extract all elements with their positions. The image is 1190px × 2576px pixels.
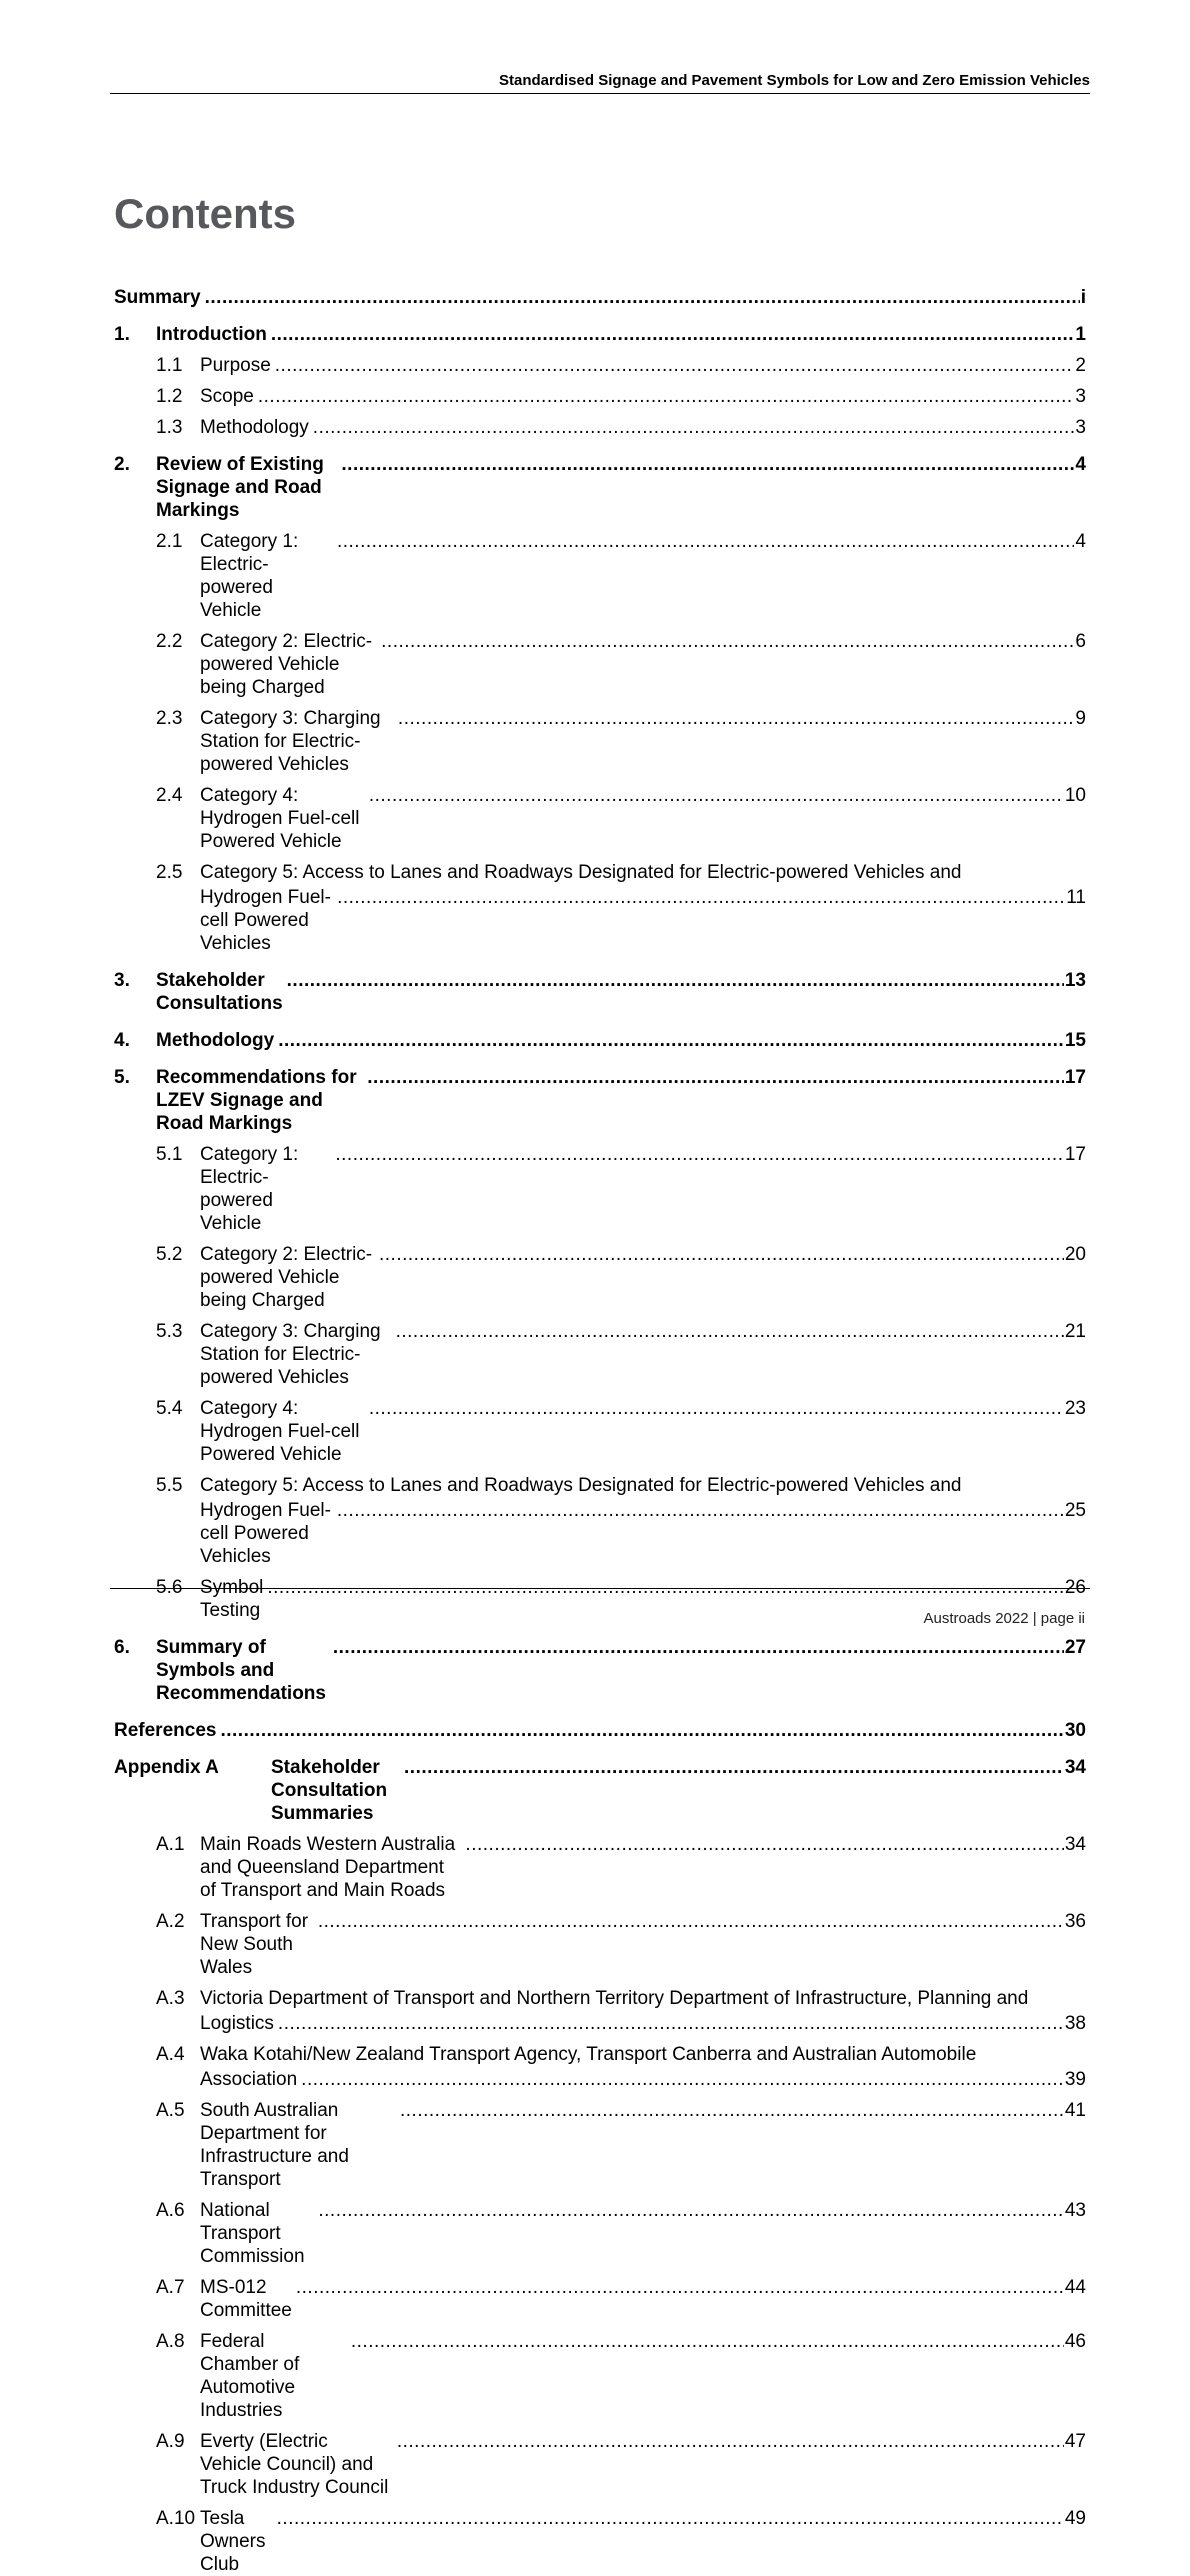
- toc-section-number: 2.1: [156, 531, 183, 552]
- toc-entry-review[interactable]: [114, 453, 1086, 522]
- toc-page-number: 4: [1075, 454, 1086, 475]
- toc-page-number: 2: [1075, 355, 1086, 376]
- toc-entry-methodology-1-3[interactable]: [114, 416, 1086, 439]
- toc-entry-2-5[interactable]: [114, 861, 1086, 955]
- toc-entry-title: Category 5: Access to Lanes and Roadways Designated for Electric-powered Vehicles and: [200, 862, 962, 883]
- toc-page-number: 36: [1064, 1911, 1086, 1932]
- toc-section-number: 2.2: [156, 631, 183, 652]
- toc-entry-title: Category 5: Access to Lanes and Roadways Designated for Electric-powered Vehicles and: [200, 1475, 962, 1496]
- page-title: Contents: [114, 190, 296, 237]
- dot-leader: [396, 1320, 1064, 1343]
- dot-leader: [318, 2199, 1064, 2222]
- toc-page-number: 34: [1064, 1834, 1086, 1855]
- toc-entry-title-continued: Hydrogen Fuel-cell Powered Vehicles: [200, 887, 331, 954]
- toc-entry-5-3[interactable]: [114, 1320, 1086, 1389]
- toc-page-number: 20: [1064, 1244, 1086, 1265]
- toc-section-number: 1.2: [156, 386, 183, 407]
- footer-divider: [110, 1588, 1090, 1589]
- toc-section-number: A.10: [156, 2508, 196, 2529]
- toc-section-number: 6.: [114, 1637, 130, 1658]
- dot-leader: [278, 1029, 1064, 1052]
- toc-entry-a-3[interactable]: [114, 1987, 1086, 2035]
- running-header: Standardised Signage and Pavement Symbols for Low and Zero Emission Vehicles: [110, 72, 1090, 94]
- toc-entry-title: Category 3: Charging Station for Electric-powered Vehicles: [200, 1321, 381, 1388]
- dot-leader: [337, 886, 1065, 909]
- dot-leader: [275, 354, 1075, 377]
- toc-entry-2-1[interactable]: [114, 530, 1086, 622]
- dot-leader: [301, 2068, 1064, 2091]
- dot-leader: [271, 323, 1075, 346]
- dot-leader: [465, 1833, 1063, 1856]
- toc-entry-2-4[interactable]: [114, 784, 1086, 853]
- toc-page-number: 23: [1064, 1398, 1086, 1419]
- toc-entry-a-6[interactable]: [114, 2199, 1086, 2268]
- toc-page-number: 39: [1064, 2069, 1086, 2090]
- toc-page-number: 17: [1064, 1067, 1086, 1088]
- toc-entry-title: Scope: [200, 386, 254, 407]
- toc-entry-title: Federal Chamber of Automotive Industries: [200, 2331, 300, 2421]
- toc-entry-purpose[interactable]: [114, 354, 1086, 377]
- dot-leader: [220, 1719, 1063, 1742]
- toc-page-number: 6: [1075, 631, 1086, 652]
- dot-leader: [318, 1910, 1064, 1933]
- toc-entry-title: Methodology: [156, 1030, 275, 1051]
- dot-leader: [381, 630, 1074, 653]
- dot-leader: [205, 286, 1080, 309]
- toc-entry-title: Summary: [114, 287, 201, 308]
- toc-entry-a-8[interactable]: [114, 2330, 1086, 2422]
- dot-leader: [367, 1066, 1064, 1089]
- toc-entry-a-5[interactable]: [114, 2099, 1086, 2191]
- toc-entry-title: Symbol Testing: [200, 1577, 264, 1621]
- toc-section-number: 1.1: [156, 355, 183, 376]
- toc-entry-title: References: [114, 1720, 217, 1741]
- dot-leader: [337, 530, 1074, 553]
- dot-leader: [379, 1243, 1064, 1266]
- toc-entry-a-1[interactable]: [114, 1833, 1086, 1902]
- toc-entry-title: Category 4: Hydrogen Fuel-cell Powered Vehicle: [200, 1398, 360, 1465]
- dot-leader: [258, 385, 1075, 408]
- toc-page-number: 1: [1075, 324, 1086, 345]
- toc-entry-title: Category 3: Charging Station for Electric-powered Vehicles: [200, 708, 381, 775]
- toc-page-number: 38: [1064, 2013, 1086, 2034]
- toc-entry-title-continued: Logistics: [200, 2013, 274, 2034]
- toc-entry-a-10[interactable]: [114, 2507, 1086, 2576]
- toc-page-number: 13: [1064, 970, 1086, 991]
- toc-entry-2-2[interactable]: [114, 630, 1086, 699]
- toc-entry-title: Victoria Department of Transport and Northern Territory Department of Infrastructure, Planning and: [200, 1988, 1029, 2009]
- toc-page-number: 15: [1064, 1030, 1086, 1051]
- toc-section-number: 5.2: [156, 1244, 183, 1265]
- toc-page-number: 41: [1064, 2100, 1086, 2121]
- dot-leader: [404, 1756, 1064, 1779]
- toc-entry-summary-of-symbols[interactable]: [114, 1636, 1086, 1705]
- toc-entry-5-2[interactable]: [114, 1243, 1086, 1312]
- toc-page-number: 9: [1075, 708, 1086, 729]
- toc-page-number: 26: [1064, 1577, 1086, 1598]
- toc-entry-title: Waka Kotahi/New Zealand Transport Agency, Transport Canberra and Australian Automobile: [200, 2044, 977, 2065]
- toc-section-number: A.1: [156, 1834, 185, 1855]
- dot-leader: [313, 416, 1075, 439]
- toc-page-number: 17: [1064, 1144, 1086, 1165]
- toc-section-number: A.8: [156, 2331, 185, 2352]
- toc-page-number: i: [1080, 287, 1086, 308]
- toc-entry-title: Summary of Symbols and Recommendations: [156, 1637, 326, 1704]
- dot-leader: [400, 2099, 1064, 2122]
- toc-entry-references[interactable]: [114, 1719, 1086, 1742]
- dot-leader: [277, 2507, 1064, 2530]
- dot-leader: [287, 969, 1064, 992]
- toc-page-number: 46: [1064, 2331, 1086, 2352]
- toc-section-number: A.9: [156, 2431, 185, 2452]
- toc-entry-title: Category 1: Electric-powered Vehicle: [200, 1144, 299, 1234]
- toc-section-number: 2.: [114, 454, 130, 475]
- toc-entry-introduction[interactable]: [114, 323, 1086, 346]
- dot-leader: [351, 2330, 1064, 2353]
- toc-entry-methodology[interactable]: [114, 1029, 1086, 1052]
- toc-section-number: 5.5: [156, 1475, 183, 1496]
- toc-page-number: 25: [1064, 1500, 1086, 1521]
- toc-entry-title: South Australian Department for Infrastructure and Transport: [200, 2100, 349, 2190]
- toc-entry-title: Introduction: [156, 324, 267, 345]
- toc-entry-5-1[interactable]: [114, 1143, 1086, 1235]
- dot-leader: [398, 707, 1075, 730]
- toc-entry-title: Category 4: Hydrogen Fuel-cell Powered Vehicle: [200, 785, 360, 852]
- toc-entry-a-4[interactable]: [114, 2043, 1086, 2091]
- toc-entry-5-5[interactable]: [114, 1474, 1086, 1568]
- toc-entry-title: Stakeholder Consultations: [156, 970, 283, 1014]
- page-footer: Austroads 2022 | page ii: [923, 1610, 1085, 1627]
- toc-page-number: 43: [1064, 2200, 1086, 2221]
- toc-entry-title: Category 2: Electric-powered Vehicle being Charged: [200, 1244, 373, 1311]
- toc-page-number: 49: [1064, 2508, 1086, 2529]
- toc-section-number: A.6: [156, 2200, 185, 2221]
- toc-entry-title: Review of Existing Signage and Road Markings: [156, 454, 324, 521]
- toc-entry-title: Transport for New South Wales: [200, 1911, 309, 1978]
- dot-leader: [369, 1397, 1064, 1420]
- toc-entry-appendix-a[interactable]: [114, 1756, 1086, 1825]
- toc-page-number: 34: [1064, 1757, 1086, 1778]
- toc-page-number: 11: [1066, 887, 1086, 908]
- toc-section-number: A.7: [156, 2277, 185, 2298]
- toc-entry-a-9[interactable]: [114, 2430, 1086, 2499]
- toc-entry-title: Category 2: Electric-powered Vehicle being Charged: [200, 631, 373, 698]
- toc-entry-5-4[interactable]: [114, 1397, 1086, 1466]
- toc-entry-title: Purpose: [200, 355, 271, 376]
- toc-entry-2-3[interactable]: [114, 707, 1086, 776]
- toc-section-number: 1.3: [156, 417, 183, 438]
- toc-section-number: A.4: [156, 2044, 185, 2065]
- toc-entry-title: Category 1: Electric-powered Vehicle: [200, 531, 299, 621]
- toc-page-number: 10: [1064, 785, 1086, 806]
- toc-section-number: 5.3: [156, 1321, 183, 1342]
- toc-entry-title: Main Roads Western Australia and Queensland Department of Transport and Main Roads: [200, 1834, 456, 1901]
- toc-section-number: 2.3: [156, 708, 183, 729]
- toc-entry-title: MS-012 Committee: [200, 2277, 292, 2321]
- toc-page-number: 47: [1064, 2431, 1086, 2452]
- toc-page-number: 30: [1064, 1720, 1086, 1741]
- toc-page-number: 21: [1064, 1321, 1086, 1342]
- toc-page-number: 27: [1064, 1637, 1086, 1658]
- toc-entry-title: National Transport Commission: [200, 2200, 305, 2267]
- toc-page-number: 44: [1064, 2277, 1086, 2298]
- toc-entry-a-7[interactable]: [114, 2276, 1086, 2322]
- dot-leader: [369, 784, 1064, 807]
- dot-leader: [337, 1499, 1064, 1522]
- toc-entry-stakeholder-consultations[interactable]: [114, 969, 1086, 1015]
- toc-section-number: 5.1: [156, 1144, 183, 1165]
- toc-entry-title: Methodology: [200, 417, 309, 438]
- toc-section-number: A.5: [156, 2100, 185, 2121]
- toc-section-number: 4.: [114, 1030, 130, 1051]
- toc-entry-a-2[interactable]: [114, 1910, 1086, 1979]
- dot-leader: [296, 2276, 1064, 2299]
- toc-entry-title-continued: Association: [200, 2069, 298, 2090]
- toc-section-number: 5.4: [156, 1398, 183, 1419]
- table-of-contents: [114, 286, 1086, 2576]
- toc-entry-scope[interactable]: [114, 385, 1086, 408]
- toc-section-number: A.3: [156, 1988, 185, 2009]
- toc-section-number: 1.: [114, 324, 130, 345]
- dot-leader: [333, 1636, 1064, 1659]
- toc-entry-summary[interactable]: [114, 286, 1086, 309]
- toc-section-number: A.2: [156, 1911, 185, 1932]
- toc-section-number: 5.: [114, 1067, 130, 1088]
- toc-section-number: Appendix A: [114, 1757, 219, 1778]
- toc-entry-recommendations[interactable]: [114, 1066, 1086, 1135]
- dot-leader: [397, 2430, 1064, 2453]
- toc-entry-title: Recommendations for LZEV Signage and Road Markings: [156, 1067, 357, 1134]
- toc-section-number: 2.5: [156, 862, 183, 883]
- dot-leader: [335, 1143, 1064, 1166]
- dot-leader: [341, 453, 1074, 476]
- toc-entry-title: Everty (Electric Vehicle Council) and Truck Industry Council: [200, 2431, 389, 2498]
- toc-entry-title: Tesla Owners Club: [200, 2508, 266, 2575]
- toc-section-number: 5.6: [156, 1577, 183, 1598]
- dot-leader: [278, 2012, 1064, 2035]
- toc-entry-title: Stakeholder Consultation Summaries: [271, 1757, 388, 1824]
- toc-section-number: 3.: [114, 970, 130, 991]
- toc-page-number: 4: [1075, 531, 1086, 552]
- toc-entry-title-continued: Hydrogen Fuel-cell Powered Vehicles: [200, 1500, 331, 1567]
- toc-section-number: 2.4: [156, 785, 183, 806]
- toc-page-number: 3: [1075, 417, 1086, 438]
- toc-page-number: 3: [1075, 386, 1086, 407]
